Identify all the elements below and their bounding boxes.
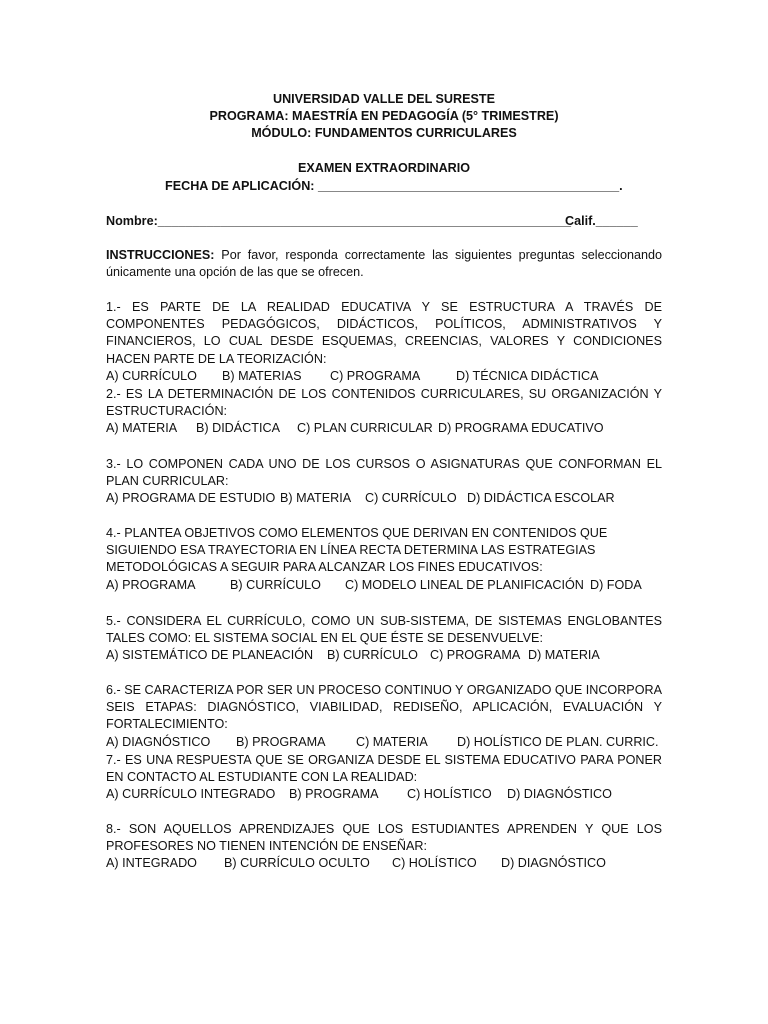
question-text: 4.- PLANTEA OBJETIVOS COMO ELEMENTOS QUE DERIVAN EN CONTENIDOS QUE SIGUIENDO ESA TRAYECTORIA EN LÍNEA RECTA DETERMINA LAS ESTRATEGIAS METODOLÓGICAS A SEGUIR PARA ALCANZAR LOS FINES EDUCATIVOS: xyxy=(106,526,608,575)
option-a: A) MATERIA xyxy=(106,421,178,436)
option-b: B) MATERIA xyxy=(280,491,352,506)
question-text: 2.- ES LA DETERMINACIÓN DE LOS CONTENIDOS CURRICULARES, SU ORGANIZACIÓN Y ESTRUCTURACIÓN: xyxy=(106,387,662,419)
question-3 xyxy=(106,456,662,508)
option-a: A) SISTEMÁTICO DE PLANEACIÓN xyxy=(106,648,314,663)
option-a: A) CURRÍCULO xyxy=(106,368,197,383)
option-d: D) FODA xyxy=(590,577,642,592)
option-b: B) CURRÍCULO OCULTO xyxy=(224,856,370,871)
option-c: C) PLAN CURRICULAR xyxy=(297,421,433,436)
option-c: C) MATERIA xyxy=(356,734,428,749)
question-options xyxy=(106,490,662,507)
question-text: 5.- CONSIDERA EL CURRÍCULO, COMO UN SUB-SISTEMA, DE SISTEMAS ENGLOBANTES TALES COMO: EL SISTEMA SOCIAL EN EL QUE ÉSTE SE DESENVUELVE: xyxy=(106,614,662,646)
grade-line: Calif.______ xyxy=(565,214,638,228)
option-d: D) DIDÁCTICA ESCOLAR xyxy=(467,491,615,506)
question-2 xyxy=(106,386,662,438)
instructions xyxy=(106,247,662,281)
option-d: D) HOLÍSTICO DE PLAN. CURRIC. xyxy=(457,734,659,749)
question-6 xyxy=(106,682,662,751)
question-text: 3.- LO COMPONEN CADA UNO DE LOS CURSOS O ASIGNATURAS QUE CONFORMAN EL PLAN CURRICULAR: xyxy=(106,457,662,489)
option-b: B) CURRÍCULO xyxy=(327,648,418,663)
question-options xyxy=(106,734,662,751)
question-options xyxy=(106,420,662,437)
option-d: D) DIAGNÓSTICO xyxy=(501,856,606,871)
option-a: A) CURRÍCULO INTEGRADO xyxy=(106,787,276,802)
option-c: C) MODELO LINEAL DE PLANIFICACIÓN xyxy=(345,577,584,592)
option-d: D) DIAGNÓSTICO xyxy=(507,787,612,802)
module-name: MÓDULO: FUNDAMENTOS CURRICULARES xyxy=(251,126,517,141)
instructions-text: Por favor, responda correctamente las siguientes preguntas seleccionando únicamente una opción de las que se ofrecen. xyxy=(106,248,662,280)
option-b: B) MATERIAS xyxy=(222,368,302,383)
question-8 xyxy=(106,821,662,873)
option-a: A) INTEGRADO xyxy=(106,856,197,871)
question-text: 1.- ES PARTE DE LA REALIDAD EDUCATIVA Y SE ESTRUCTURA A TRAVÉS DE COMPONENTES PEDAGÓGICOS, DIDÁCTICOS, POLÍTICOS, ADMINISTRATIVOS Y FINANCIEROS, LO CUAL DESDE ESQUEMAS, CREENCIAS, VALORES Y CONDICIONES HACEN PARTE DE LA TEORIZACIÓN: xyxy=(106,300,662,366)
question-options xyxy=(106,368,662,385)
option-d: D) MATERIA xyxy=(528,648,600,663)
university-name: UNIVERSIDAD VALLE DEL SURESTE xyxy=(272,92,496,106)
option-b: B) PROGRAMA xyxy=(236,734,326,749)
option-a: A) DIAGNÓSTICO xyxy=(106,734,211,749)
question-options xyxy=(106,786,662,803)
question-text: 6.- SE CARACTERIZA POR SER UN PROCESO CONTINUO Y ORGANIZADO QUE INCORPORA SEIS ETAPAS: DIAGNÓSTICO, VIABILIDAD, REDISEÑO, APLICACIÓN, EVALUACIÓN Y FORTALECIMIENTO: xyxy=(106,683,662,732)
student-name-line: Nombre:___________________________________________________________ xyxy=(106,214,572,228)
option-b: B) DIDÁCTICA xyxy=(196,421,280,436)
question-text: 8.- SON AQUELLOS APRENDIZAJES QUE LOS ESTUDIANTES APRENDEN Y QUE LOS PROFESORES NO TIENEN INTENCIÓN DE ENSEÑAR: xyxy=(106,822,662,854)
option-c: C) PROGRAMA xyxy=(330,368,421,383)
option-c: C) PROGRAMA xyxy=(430,648,521,663)
option-d: D) PROGRAMA EDUCATIVO xyxy=(438,421,604,436)
question-text: 7.- ES UNA RESPUESTA QUE SE ORGANIZA DESDE EL SISTEMA EDUCATIVO PARA PONER EN CONTACTO AL ESTUDIANTE CON LA REALIDAD: xyxy=(106,753,662,785)
option-c: C) CURRÍCULO xyxy=(365,491,457,506)
application-date-line: FECHA DE APLICACIÓN: ___________________________________________. xyxy=(165,179,623,193)
option-c: C) HOLÍSTICO xyxy=(407,787,492,802)
question-7 xyxy=(106,752,662,804)
question-4 xyxy=(106,525,662,594)
question-options xyxy=(106,855,662,872)
option-b: B) PROGRAMA xyxy=(289,787,379,802)
option-b: B) CURRÍCULO xyxy=(230,577,321,592)
document-header xyxy=(106,91,662,143)
question-5 xyxy=(106,613,662,665)
option-a: A) PROGRAMA xyxy=(106,577,196,592)
exam-title: EXAMEN EXTRAORDINARIO xyxy=(297,161,471,175)
question-1 xyxy=(106,299,662,385)
option-d: D) TÉCNICA DIDÁCTICA xyxy=(456,368,599,383)
program-name: PROGRAMA: MAESTRÍA EN PEDAGOGÍA (5° TRIMESTRE) xyxy=(209,109,559,124)
question-options xyxy=(106,577,662,594)
option-a: A) PROGRAMA DE ESTUDIO xyxy=(106,491,276,506)
question-options xyxy=(106,647,662,664)
instructions-label: INSTRUCCIONES: xyxy=(106,248,215,262)
option-c: C) HOLÍSTICO xyxy=(392,856,477,871)
